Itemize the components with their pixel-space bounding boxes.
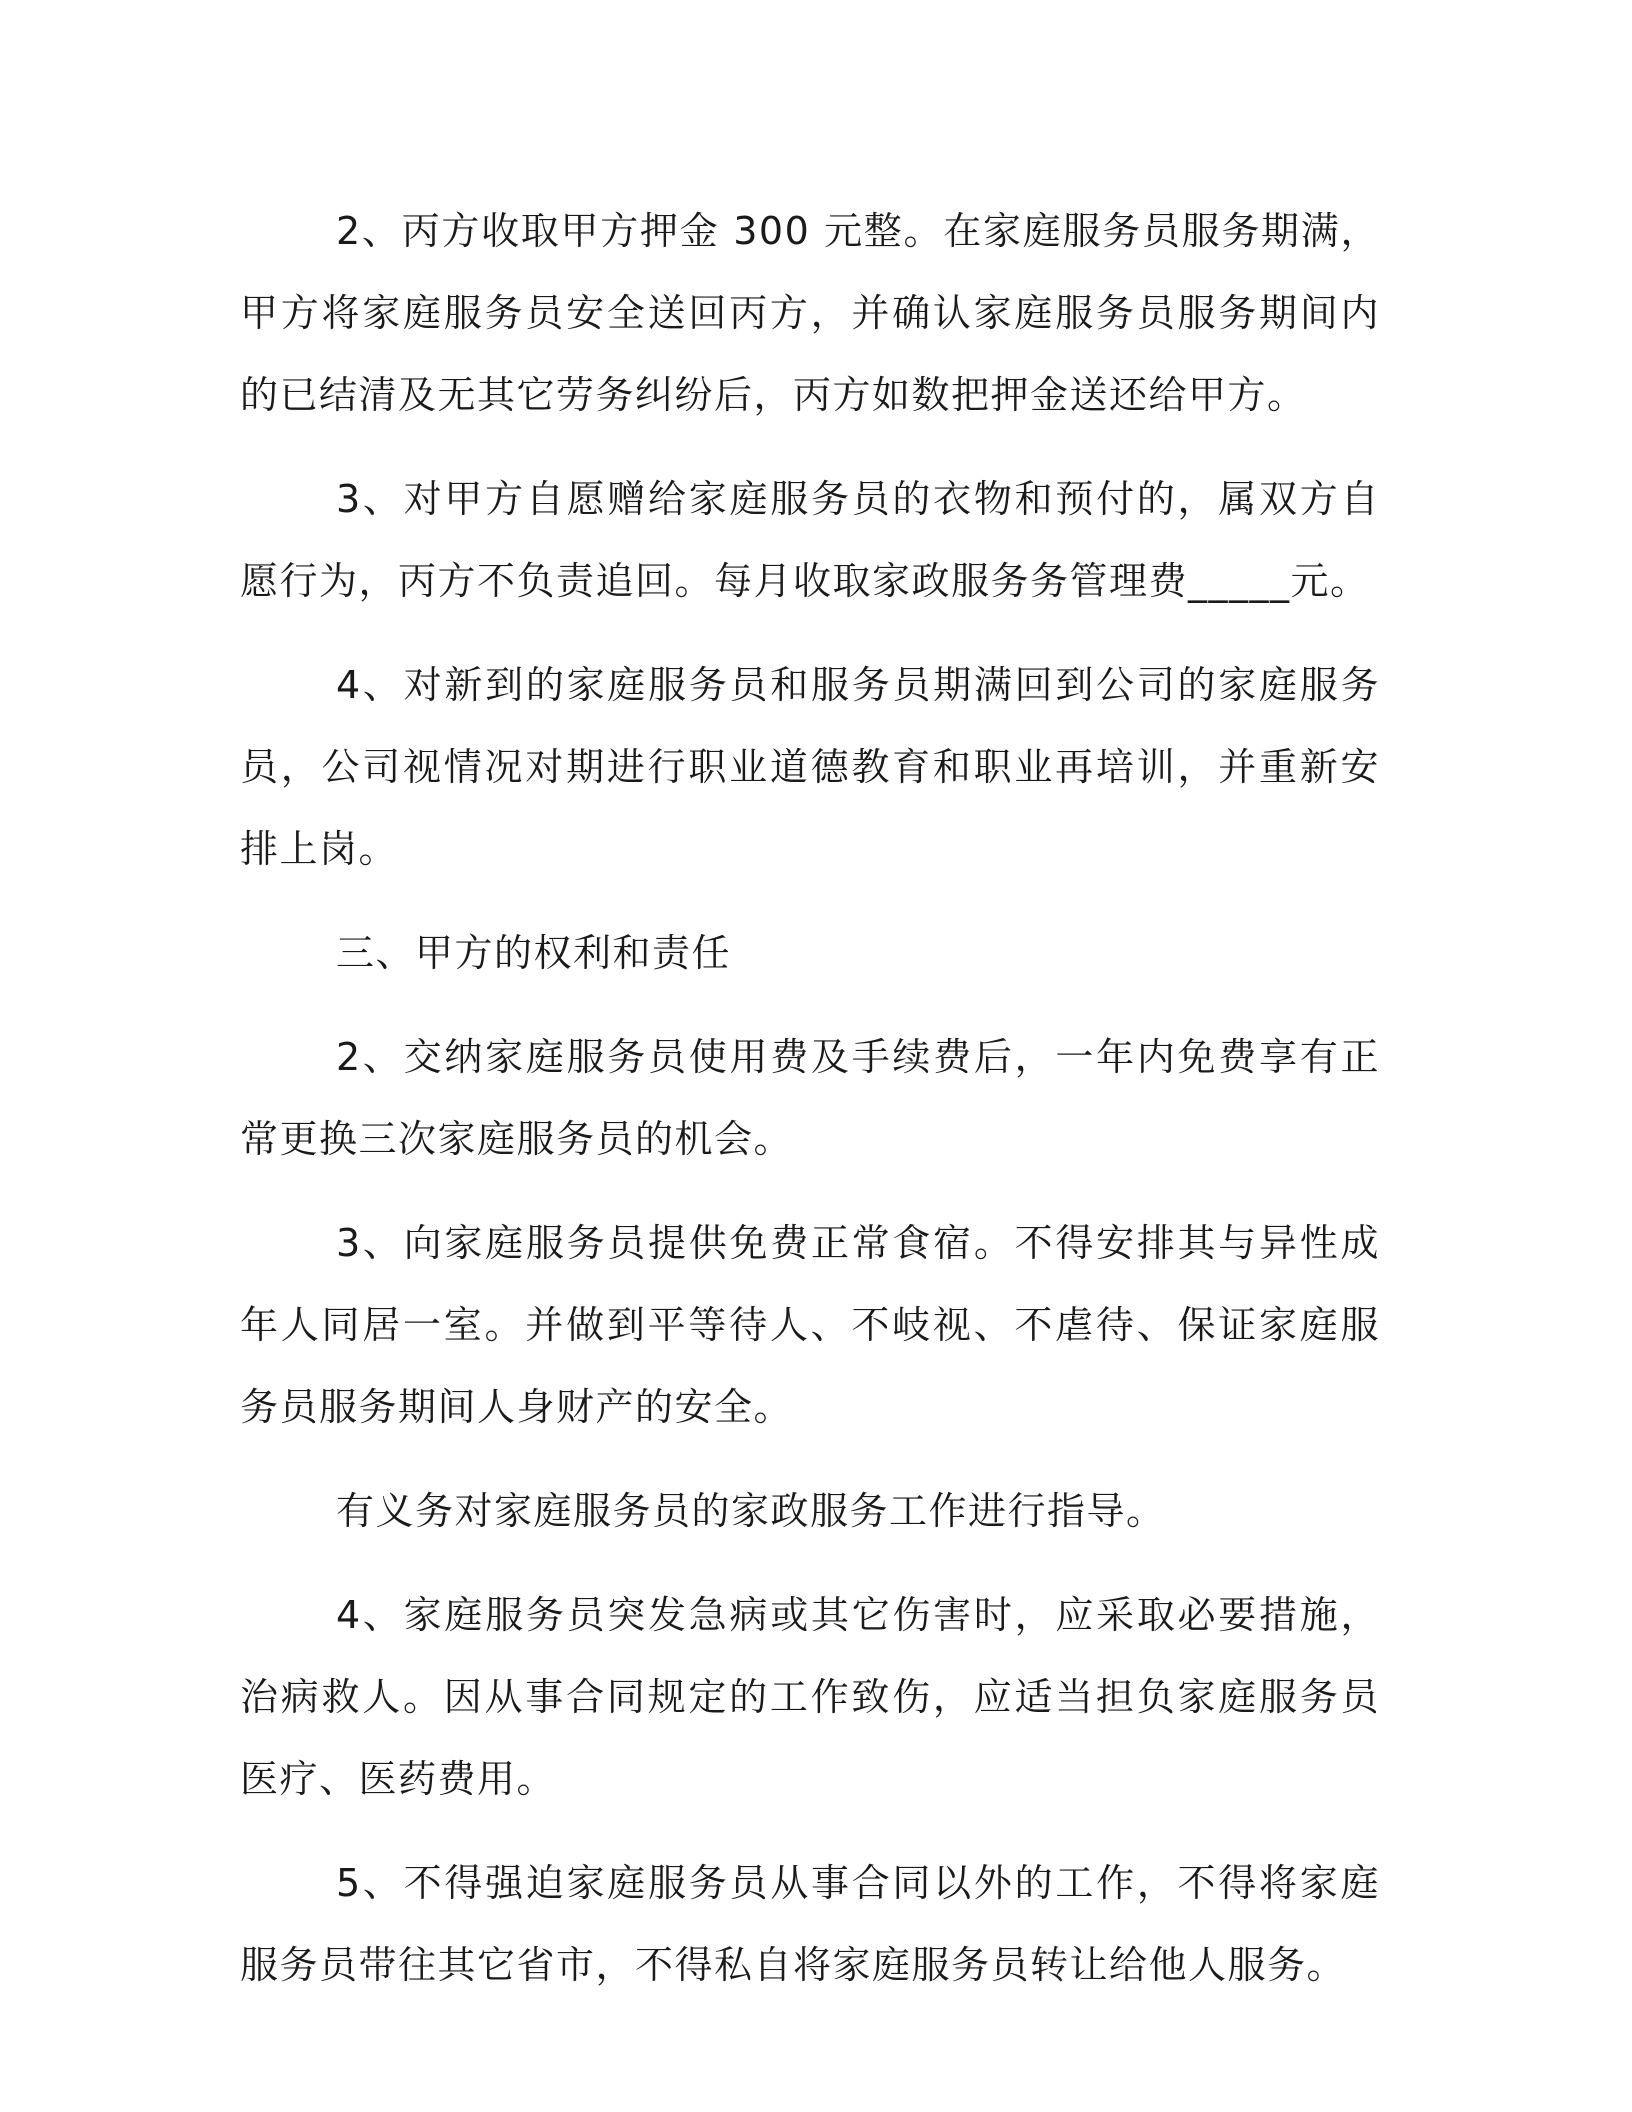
paragraph-guidance: 有义务对家庭服务员的家政服务工作进行指导。 (336, 1489, 1166, 1533)
section-heading: 三、甲方的权利和责任 (336, 931, 732, 975)
paragraph-restrictions: 5、不得强迫家庭服务员从事合同以外的工作，不得将家庭服务员带往其它省市，不得私自将家庭服务员转让给他人服务。 (240, 1861, 1380, 1987)
document-body (240, 190, 1380, 2028)
paragraph-illness: 4、家庭服务员突发急病或其它伤害时，应采取必要措施，治病救人。因从事合同规定的工作致伤，应适当担负家庭服务员医疗、医药费用。 (240, 1593, 1380, 1801)
paragraph-deposit: 2、丙方收取甲方押金 300 元整。在家庭服务员服务期满，甲方将家庭服务员安全送回丙方，并确认家庭服务员服务期间内的已结清及无其它劳务纠纷后，丙方如数把押金送还给甲方。 (240, 209, 1380, 417)
paragraph-training: 4、对新到的家庭服务员和服务员期满回到公司的家庭服务员，公司视情况对期进行职业道德教育和职业再培训，并重新安排上岗。 (240, 663, 1380, 871)
paragraph-accommodation: 3、向家庭服务员提供免费正常食宿。不得安排其与异性成年人同居一室。并做到平等待人、不岐视、不虐待、保证家庭服务员服务期间人身财产的安全。 (240, 1221, 1380, 1429)
paragraph-replacement: 2、交纳家庭服务员使用费及手续费后，一年内免费享有正常更换三次家庭服务员的机会。 (240, 1035, 1380, 1161)
paragraph-gifts-fee: 3、对甲方自愿赠给家庭服务员的衣物和预付的，属双方自愿行为，丙方不负责追回。每月收取家政服务务管理费_____元。 (240, 477, 1380, 603)
